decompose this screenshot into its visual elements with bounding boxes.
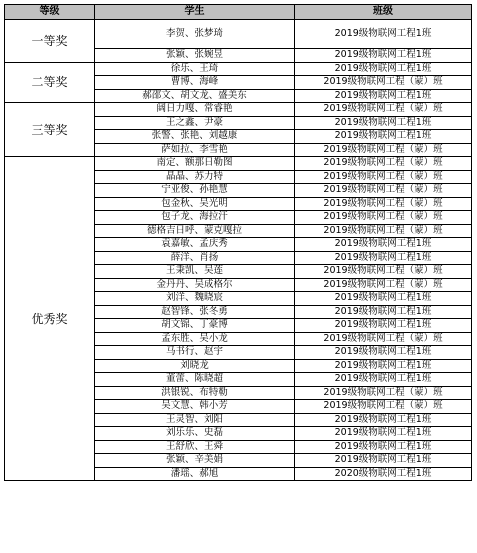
class-cell: 2019级物联网工程1班 — [295, 305, 472, 319]
award-group — [5, 62, 472, 103]
class-cell: 2019级物联网工程（蒙）班 — [295, 224, 472, 238]
class-cell: 2019级物联网工程1班 — [295, 20, 472, 49]
class-cell: 2019级物联网工程（蒙）班 — [295, 103, 472, 117]
student-cell: 德格吉日呼、蒙克嘎拉 — [95, 224, 295, 238]
student-cell: 金丹丹、吴成格尔 — [95, 278, 295, 292]
class-cell: 2019级物联网工程（蒙）班 — [295, 400, 472, 414]
student-cell: 刘乐乐、史磊 — [95, 427, 295, 441]
student-cell: 包金秋、吴光明 — [95, 197, 295, 211]
student-cell: 吴文慧、韩小芳 — [95, 400, 295, 414]
student-cell: 曹博、海峰 — [95, 76, 295, 90]
class-cell: 2019级物联网工程（蒙）班 — [295, 332, 472, 346]
student-cell: 王之鑫、尹豪 — [95, 116, 295, 130]
table-row — [5, 103, 472, 117]
student-cell: 张警、张艳、刘越康 — [95, 130, 295, 144]
table-row — [5, 157, 472, 171]
header-row — [5, 5, 472, 20]
student-cell: 洪银锐、布特勒 — [95, 386, 295, 400]
student-cell: 赵智锋、张冬勇 — [95, 305, 295, 319]
student-cell: 晶晶、苏力特 — [95, 170, 295, 184]
student-cell: 张颖、张婉昱 — [95, 49, 295, 63]
student-cell: 袁嘉敏、孟庆秀 — [95, 238, 295, 252]
student-cell: 董蕾、陈晓超 — [95, 373, 295, 387]
student-cell: 刘洋、魏晓宸 — [95, 292, 295, 306]
class-cell: 2019级物联网工程（蒙）班 — [295, 278, 472, 292]
class-cell: 2019级物联网工程1班 — [295, 413, 472, 427]
award-level-cell: 一等奖 — [5, 20, 95, 63]
student-cell: 南定、额那日勒图 — [95, 157, 295, 171]
award-group — [5, 20, 472, 63]
header-class: 班级 — [295, 5, 472, 20]
class-cell: 2019级物联网工程1班 — [295, 251, 472, 265]
student-cell: 宁亚俊、孙艳慧 — [95, 184, 295, 198]
student-cell: 包子龙、海拉汗 — [95, 211, 295, 225]
student-cell: 马书行、赵宇 — [95, 346, 295, 360]
award-group — [5, 103, 472, 157]
student-cell: 孟东胜、吴小龙 — [95, 332, 295, 346]
award-level-cell: 三等奖 — [5, 103, 95, 157]
class-cell: 2019级物联网工程1班 — [295, 62, 472, 76]
class-cell: 2019级物联网工程（蒙）班 — [295, 170, 472, 184]
student-cell: 刘晓龙 — [95, 359, 295, 373]
class-cell: 2019级物联网工程1班 — [295, 130, 472, 144]
class-cell: 2019级物联网工程（蒙）班 — [295, 265, 472, 279]
student-cell: 薛洋、肖扬 — [95, 251, 295, 265]
class-cell: 2019级物联网工程1班 — [295, 440, 472, 454]
class-cell: 2019级物联网工程1班 — [295, 373, 472, 387]
class-cell: 2019级物联网工程1班 — [295, 89, 472, 103]
student-cell: 阔日力嘎、常睿艳 — [95, 103, 295, 117]
award-level-cell: 二等奖 — [5, 62, 95, 103]
student-cell: 李贺、张梦琦 — [95, 20, 295, 49]
class-cell: 2019级物联网工程（蒙）班 — [295, 143, 472, 157]
class-cell: 2019级物联网工程（蒙）班 — [295, 157, 472, 171]
class-cell: 2019级物联网工程（蒙）班 — [295, 197, 472, 211]
award-group — [5, 157, 472, 481]
student-cell: 王灵智、刘阳 — [95, 413, 295, 427]
class-cell: 2019级物联网工程1班 — [295, 49, 472, 63]
student-cell: 王舒欣、王舜 — [95, 440, 295, 454]
class-cell: 2019级物联网工程（蒙）班 — [295, 76, 472, 90]
class-cell: 2019级物联网工程1班 — [295, 292, 472, 306]
student-cell: 徐乐、王琦 — [95, 62, 295, 76]
student-cell: 郝邵文、胡文龙、盛美东 — [95, 89, 295, 103]
table-row — [5, 62, 472, 76]
class-cell: 2019级物联网工程（蒙）班 — [295, 211, 472, 225]
student-cell: 胡文锦、丁豪博 — [95, 319, 295, 333]
class-cell: 2019级物联网工程1班 — [295, 116, 472, 130]
awards-table — [4, 4, 472, 481]
class-cell: 2019级物联网工程1班 — [295, 238, 472, 252]
student-cell: 王秉凯、吴莲 — [95, 265, 295, 279]
table-row — [5, 20, 472, 49]
award-level-cell: 优秀奖 — [5, 157, 95, 481]
class-cell: 2019级物联网工程（蒙）班 — [295, 184, 472, 198]
header-level: 等级 — [5, 5, 95, 20]
student-cell: 张颖、辛美娟 — [95, 454, 295, 468]
class-cell: 2019级物联网工程1班 — [295, 346, 472, 360]
class-cell: 2020级物联网工程1班 — [295, 467, 472, 481]
class-cell: 2019级物联网工程1班 — [295, 359, 472, 373]
class-cell: 2019级物联网工程1班 — [295, 319, 472, 333]
table-header — [5, 5, 472, 20]
header-student: 学生 — [95, 5, 295, 20]
class-cell: 2019级物联网工程（蒙）班 — [295, 386, 472, 400]
student-cell: 萨如拉、李雪艳 — [95, 143, 295, 157]
class-cell: 2019级物联网工程1班 — [295, 454, 472, 468]
student-cell: 潘瑶、郝旭 — [95, 467, 295, 481]
class-cell: 2019级物联网工程1班 — [295, 427, 472, 441]
